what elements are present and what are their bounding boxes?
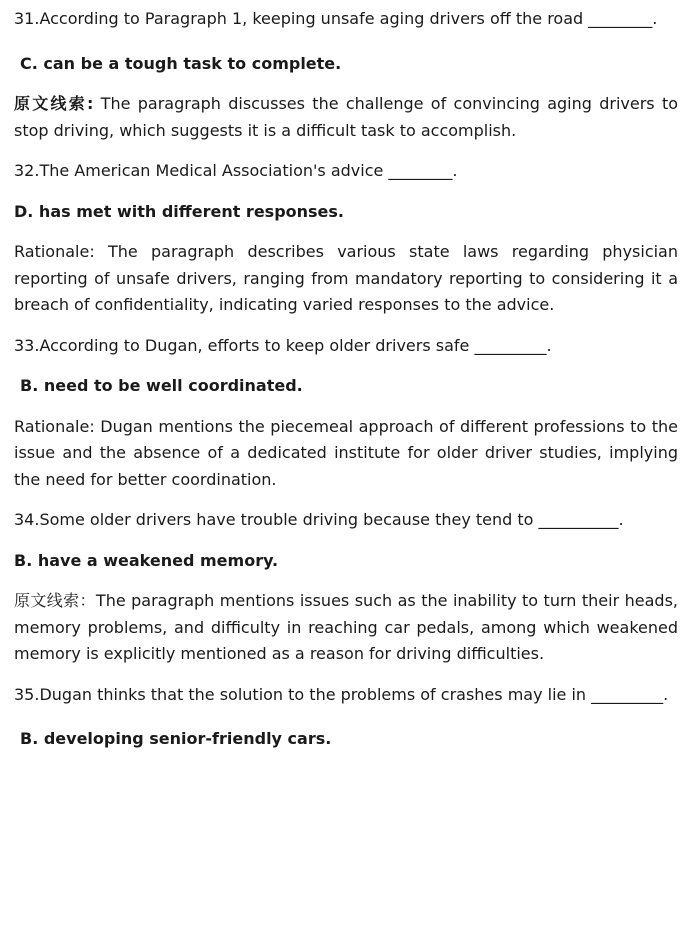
answer-34: B. have a weakened memory.	[14, 550, 279, 570]
rationale-31	[14, 91, 678, 144]
question-35: 35.Dugan thinks that the solution to the problems of crashes may lie in _________.	[14, 684, 669, 704]
clue-label-34: 原文线索：	[14, 591, 96, 610]
rationale-34	[14, 588, 678, 668]
question-33: 33.According to Dugan, efforts to keep older drivers safe _________.	[14, 335, 552, 355]
clue-label-31: 原文线索:	[14, 94, 94, 113]
answer-35: B. developing senior-friendly cars.	[20, 729, 332, 748]
question-32: 32.The American Medical Association's advice ________.	[14, 161, 458, 180]
answer-32: D. has met with different responses.	[14, 201, 345, 221]
answer-31: C. can be a tough task to complete.	[20, 53, 342, 73]
rationale-33: Rationale: Dugan mentions the piecemeal approach of different professions to the issue and the absence of a dedicated institute for older driver studies, implying the need for better coordination.	[14, 416, 678, 489]
rationale-text-34: The paragraph mentions issues such as the inability to turn their heads, memory problems, and difficulty in reaching car pedals, among which weakened memory is explicitly mentioned as a reason for driving difficulties.	[14, 591, 678, 663]
rationale-text-31: The paragraph discusses the challenge of convincing aging drivers to stop driving, which suggests it is a difficult task to accomplish.	[14, 94, 678, 140]
question-34: 34.Some older drivers have trouble driving because they tend to __________.	[14, 510, 624, 529]
answer-33: B. need to be well coordinated.	[20, 376, 303, 395]
rationale-32: Rationale: The paragraph describes various state laws regarding physician reporting of unsafe drivers, ranging from mandatory reporting to considering it a breach of confidentiality, indicating varied responses to the advice.	[14, 242, 678, 314]
question-31: 31.According to Paragraph 1, keeping unsafe aging drivers off the road ________.	[14, 9, 658, 28]
